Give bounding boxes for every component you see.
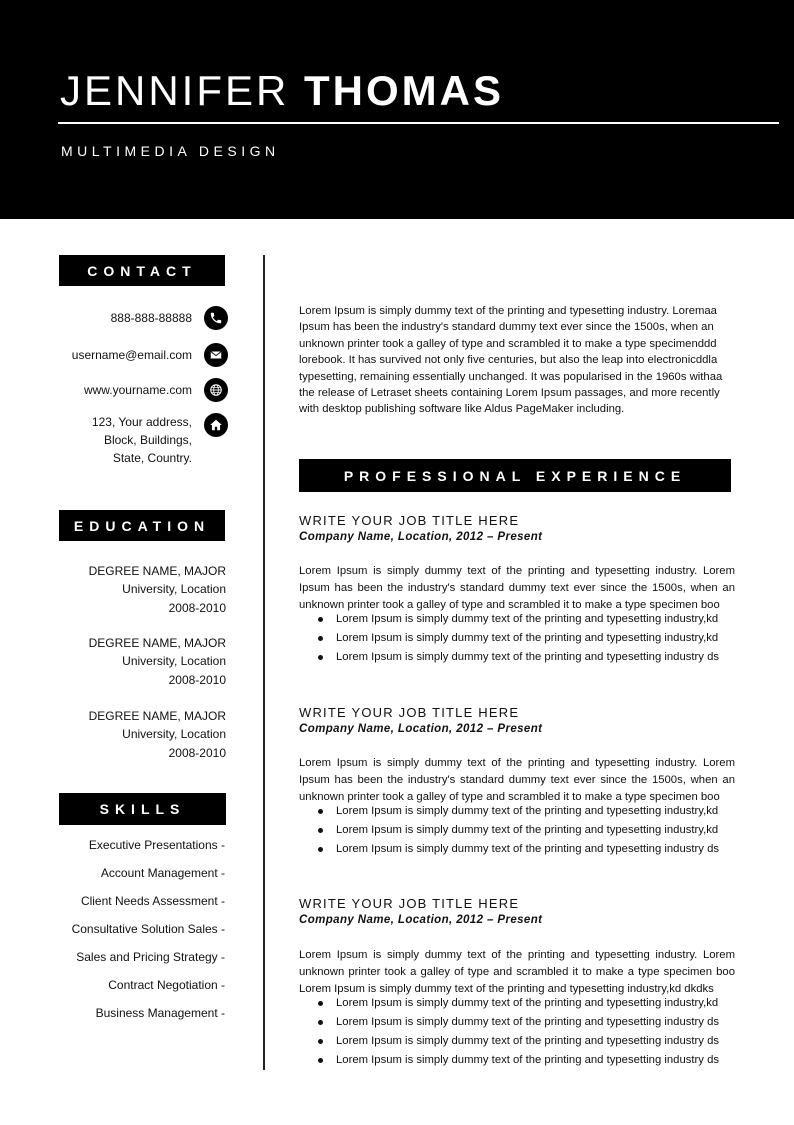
skill-item: Consultative Solution Sales - [71, 922, 225, 936]
contact-website [60, 378, 228, 402]
resume-header [0, 0, 794, 219]
bullet-item [299, 994, 735, 1013]
bullet-item [299, 1051, 735, 1070]
bullet-dot [318, 617, 323, 622]
degree-name: DEGREE NAME, MAJOR [88, 564, 226, 578]
skill-item: Executive Presentations - [88, 838, 225, 852]
first-name: JENNIFER [60, 67, 290, 114]
company-line: Company Name, Location, 2012 – Present [299, 723, 543, 735]
job-subtitle: MULTIMEDIA DESIGN [61, 143, 280, 159]
profile-summary: Lorem Ipsum is simply dummy text of the printing and typesetting industry. Loremaa Ipsum has been the industry's standard dummy text ever since the 1500s, when an unknown printer took a galley of type and scrambled it to make a type specimenddd lorebook. It has survived not only five centuries, but also the leap into electronicddla typesetting, remaining essentially unchanged. It was popularised in the 1960s withaa the release of Letraset sheets containing Lorem Ipsum passages, and more recently with desktop publishing software like Aldus PageMaker including. [299, 305, 723, 416]
university: University, Location [122, 654, 226, 669]
education-heading: EDUCATION [59, 510, 225, 541]
bullet-item [299, 629, 735, 648]
bullet-dot [318, 1039, 323, 1044]
bullet-text: Lorem Ipsum is simply dummy text of the printing and typesetting industry ds [336, 1054, 720, 1066]
education-entry [60, 562, 226, 617]
last-name: THOMAS [304, 67, 505, 114]
bullet-text: Lorem Ipsum is simply dummy text of the printing and typesetting industry ds [336, 651, 720, 663]
job-bullets [299, 802, 735, 859]
job-title: WRITE YOUR JOB TITLE HERE [299, 705, 520, 720]
company-line: Company Name, Location, 2012 – Present [299, 914, 543, 926]
years: 2008-2010 [168, 600, 226, 615]
job-bullets [299, 994, 735, 1070]
bullet-dot [318, 847, 323, 852]
bullet-dot [318, 1001, 323, 1006]
university: University, Location [122, 582, 226, 597]
bullet-text: Lorem Ipsum is simply dummy text of the printing and typesetting industry,kd [336, 997, 719, 1009]
email-icon [204, 343, 228, 367]
job-title: WRITE YOUR JOB TITLE HERE [299, 513, 520, 528]
bullet-dot [318, 655, 323, 660]
home-icon [204, 413, 228, 437]
bullet-text: Lorem Ipsum is simply dummy text of the printing and typesetting industry,kd [336, 632, 719, 644]
website-text: www.yourname.com [83, 383, 192, 397]
bullet-item [299, 610, 735, 629]
bullet-text: Lorem Ipsum is simply dummy text of the printing and typesetting industry,kd [336, 824, 719, 836]
header-divider [58, 122, 779, 124]
globe-icon [204, 378, 228, 402]
company-line: Company Name, Location, 2012 – Present [299, 531, 543, 543]
job-description: Lorem Ipsum is simply dummy text of the printing and typesetting industry. Lorem Ipsum has been the industry's standard dummy text ever since the 1500s, when an unknown printer took a galley of type and scrambled it to make a type specimen boo [299, 757, 735, 804]
skill-item: Sales and Pricing Strategy - [76, 950, 225, 964]
bullet-item [299, 648, 735, 667]
years: 2008-2010 [168, 672, 226, 687]
skills-heading: SKILLS [59, 793, 226, 825]
bullet-text: Lorem Ipsum is simply dummy text of the printing and typesetting industry ds [336, 843, 720, 855]
bullet-item [299, 1013, 735, 1032]
bullet-text: Lorem Ipsum is simply dummy text of the printing and typesetting industry,kd [336, 805, 719, 817]
university: University, Location [122, 727, 226, 742]
bullet-dot [318, 828, 323, 833]
skill-item: Client Needs Assessment - [80, 894, 225, 908]
job-title: WRITE YOUR JOB TITLE HERE [299, 896, 520, 911]
bullet-text: Lorem Ipsum is simply dummy text of the printing and typesetting industry ds [336, 1035, 720, 1047]
email-text: username@email.com [71, 348, 192, 362]
job-description: Lorem Ipsum is simply dummy text of the printing and typesetting industry. Lorem unknown printer took a galley of type and scrambled it to make a type specimen boo Lorem Ipsum is simply dummy text of the printing and typesetting industry,kd dkdks [299, 949, 735, 996]
education-entry [60, 707, 226, 762]
address-line-3: State, Country. [112, 451, 192, 465]
skill-item: Contract Negotiation - [108, 978, 225, 992]
job-bullets [299, 610, 735, 667]
bullet-text: Lorem Ipsum is simply dummy text of the printing and typesetting industry,kd [336, 613, 719, 625]
job-description: Lorem Ipsum is simply dummy text of the printing and typesetting industry. Lorem Ipsum has been the industry's standard dummy text ever since the 1500s, when an unknown printer took a galley of type and scrambled it to make a type specimen boo [299, 565, 735, 612]
phone-text: 888-888-88888 [110, 311, 192, 325]
contact-heading: CONTACT [59, 255, 225, 286]
candidate-name [60, 68, 504, 114]
education-entry [60, 634, 226, 689]
bullet-item [299, 821, 735, 840]
degree-name: DEGREE NAME, MAJOR [88, 709, 226, 723]
phone-icon [204, 306, 228, 330]
bullet-item [299, 802, 735, 821]
experience-heading: PROFESSIONAL EXPERIENCE [299, 459, 731, 492]
bullet-dot [318, 809, 323, 814]
bullet-dot [318, 1020, 323, 1025]
years: 2008-2010 [168, 745, 226, 760]
bullet-dot [318, 636, 323, 641]
contact-address [60, 413, 228, 467]
column-divider [263, 255, 265, 1070]
address-line-2: Block, Buildings, [103, 433, 192, 447]
bullet-item [299, 840, 735, 859]
skill-item: Business Management - [95, 1006, 225, 1020]
address-text [92, 413, 192, 467]
bullet-item [299, 1032, 735, 1051]
bullet-dot [318, 1058, 323, 1063]
skill-item: Account Management - [100, 866, 225, 880]
bullet-text: Lorem Ipsum is simply dummy text of the printing and typesetting industry ds [336, 1016, 720, 1028]
contact-email [60, 343, 228, 367]
address-line-1: 123, Your address, [91, 415, 192, 429]
degree-name: DEGREE NAME, MAJOR [88, 636, 226, 650]
contact-phone [60, 306, 228, 330]
